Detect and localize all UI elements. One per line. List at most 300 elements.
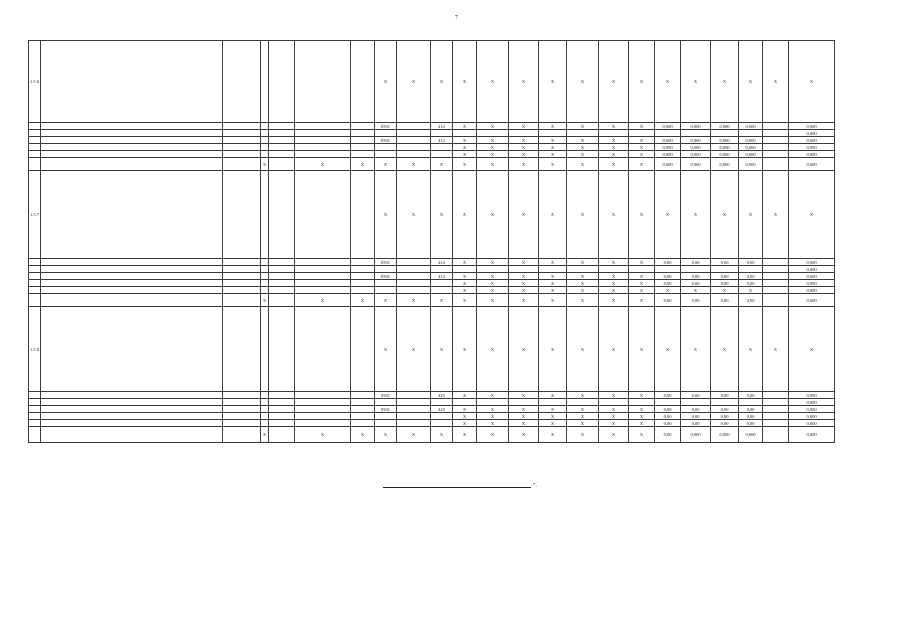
- table-cell: X: [681, 41, 711, 123]
- table-cell: 0,000: [789, 123, 835, 130]
- table-cell: [41, 406, 223, 413]
- table-cell: [431, 413, 453, 420]
- table-cell: 0,000: [789, 392, 835, 399]
- table-cell: X: [567, 427, 599, 443]
- table-cell: 0,000: [681, 137, 711, 144]
- table-cell: X: [539, 420, 567, 427]
- table-cell: [29, 151, 41, 158]
- table-cell: [269, 123, 295, 130]
- table-cell: X: [567, 392, 599, 399]
- table-cell: 0,000: [789, 144, 835, 151]
- table-cell: [261, 420, 269, 427]
- page-number: 7: [455, 15, 458, 21]
- table-row-measure: [29, 307, 835, 392]
- table-cell: X: [739, 307, 763, 392]
- table-cell: 0,000: [789, 266, 835, 273]
- table-cell: X: [599, 294, 629, 307]
- table-cell: 0,00: [681, 294, 711, 307]
- table-cell: [599, 399, 629, 406]
- table-cell: [29, 259, 41, 266]
- table-cell: [261, 266, 269, 273]
- table-cell: [29, 137, 41, 144]
- table-cell: [269, 266, 295, 273]
- table-cell: X: [453, 392, 477, 399]
- table-cell: X: [539, 41, 567, 123]
- table-cell: X: [539, 137, 567, 144]
- table-cell: X: [453, 158, 477, 171]
- table-cell: [29, 273, 41, 280]
- table-cell: [351, 413, 375, 420]
- table-cell: X: [599, 41, 629, 123]
- table-cell: [223, 123, 261, 130]
- table-cell: [397, 399, 431, 406]
- table-cell: 0,00: [655, 280, 681, 287]
- table-cell: [763, 259, 789, 266]
- table-cell: X: [477, 287, 509, 294]
- table-cell: [223, 420, 261, 427]
- table-cell: [351, 406, 375, 413]
- table-cell: 414: [431, 259, 453, 266]
- table-cell: [351, 123, 375, 130]
- table-cell: [375, 413, 397, 420]
- table-cell: [295, 392, 351, 399]
- table-cell: 0,00: [681, 413, 711, 420]
- table-cell: X: [681, 307, 711, 392]
- table-cell: 0,00: [711, 259, 739, 266]
- table-cell: [41, 392, 223, 399]
- table-cell: X: [453, 273, 477, 280]
- table-cell: X: [739, 287, 763, 294]
- table-cell: X: [539, 171, 567, 259]
- table-cell: 0,00: [655, 294, 681, 307]
- table-cell: 412: [431, 137, 453, 144]
- table-cell: X: [599, 171, 629, 259]
- table-cell: [431, 151, 453, 158]
- table-cell: X: [431, 158, 453, 171]
- table-cell: [41, 171, 223, 259]
- table-cell: [29, 144, 41, 151]
- table-cell: X: [599, 413, 629, 420]
- table-cell: [269, 406, 295, 413]
- table-cell: [375, 420, 397, 427]
- table-cell: [509, 266, 539, 273]
- table-cell: X: [477, 137, 509, 144]
- table-cell: [295, 266, 351, 273]
- table-cell: 0,000: [739, 151, 763, 158]
- table-cell: [261, 259, 269, 266]
- table-cell: 0501: [375, 137, 397, 144]
- table-cell: X: [789, 171, 835, 259]
- table-cell: 0,000: [739, 137, 763, 144]
- table-cell: X: [599, 420, 629, 427]
- table-cell: X: [567, 158, 599, 171]
- table-cell: X: [539, 280, 567, 287]
- table-cell: 0501: [375, 259, 397, 266]
- table-cell: X: [261, 427, 269, 443]
- table-cell: X: [711, 171, 739, 259]
- table-cell: [351, 287, 375, 294]
- table-cell: 0,00: [655, 392, 681, 399]
- table-cell: [397, 137, 431, 144]
- table-cell: [261, 413, 269, 420]
- table-cell: [41, 151, 223, 158]
- table-cell: X: [295, 427, 351, 443]
- table-cell: [41, 307, 223, 392]
- table-cell: X: [629, 427, 655, 443]
- table-cell: [269, 273, 295, 280]
- table-cell: [261, 144, 269, 151]
- table-cell: X: [539, 287, 567, 294]
- table-cell: [351, 307, 375, 392]
- table-cell: 1.5.6: [29, 41, 41, 123]
- table-cell: [375, 144, 397, 151]
- table-cell: [295, 307, 351, 392]
- table-cell: X: [567, 151, 599, 158]
- table-cell: [269, 137, 295, 144]
- table-cell: X: [539, 273, 567, 280]
- table-cell: X: [599, 287, 629, 294]
- table-cell: X: [599, 406, 629, 413]
- table-cell: X: [567, 144, 599, 151]
- table-cell: [269, 307, 295, 392]
- table-cell: X: [539, 259, 567, 266]
- table-cell: [41, 413, 223, 420]
- table-cell: [763, 158, 789, 171]
- table-cell: [763, 151, 789, 158]
- table-cell: [223, 151, 261, 158]
- table-cell: [351, 280, 375, 287]
- table-cell: [29, 123, 41, 130]
- table-cell: X: [629, 287, 655, 294]
- table-cell: [29, 420, 41, 427]
- table-cell: [397, 144, 431, 151]
- table-cell: X: [351, 294, 375, 307]
- table-cell: X: [509, 287, 539, 294]
- table-cell: [397, 420, 431, 427]
- table-cell: [739, 266, 763, 273]
- table-cell: X: [629, 158, 655, 171]
- table-cell: [351, 266, 375, 273]
- table-cell: [509, 130, 539, 137]
- table-row-measure: [29, 41, 835, 123]
- table-cell: 0,00: [739, 406, 763, 413]
- table-cell: [41, 137, 223, 144]
- table-cell: X: [629, 280, 655, 287]
- table-cell: 0,000: [789, 413, 835, 420]
- table-cell: [41, 294, 223, 307]
- table-cell: [629, 130, 655, 137]
- table-cell: X: [711, 287, 739, 294]
- table-cell: X: [711, 307, 739, 392]
- table-cell: X: [509, 294, 539, 307]
- table-cell: [223, 427, 261, 443]
- table-cell: 0,000: [655, 144, 681, 151]
- table-cell: X: [629, 137, 655, 144]
- table-cell: [223, 294, 261, 307]
- table-cell: [29, 266, 41, 273]
- table-cell: [351, 259, 375, 266]
- table-cell: X: [681, 171, 711, 259]
- table-cell: X: [477, 392, 509, 399]
- table-cell: [763, 273, 789, 280]
- table-cell: 0,000: [789, 399, 835, 406]
- table-cell: [295, 413, 351, 420]
- table-cell: 0,00: [655, 427, 681, 443]
- table-cell: X: [629, 420, 655, 427]
- table-cell: [295, 41, 351, 123]
- table-cell: X: [629, 406, 655, 413]
- table-cell: X: [567, 41, 599, 123]
- table-cell: [29, 287, 41, 294]
- table-cell: X: [739, 41, 763, 123]
- table-cell: [629, 266, 655, 273]
- table-cell: X: [599, 259, 629, 266]
- table-cell: [397, 392, 431, 399]
- table-cell: X: [509, 259, 539, 266]
- table-cell: [351, 144, 375, 151]
- table-cell: X: [453, 294, 477, 307]
- table-cell: [41, 427, 223, 443]
- table-cell: X: [509, 413, 539, 420]
- table-cell: 0,00: [681, 273, 711, 280]
- table-cell: 0501: [375, 123, 397, 130]
- table-cell: [223, 171, 261, 259]
- table-cell: X: [629, 392, 655, 399]
- table-cell: 0,00: [711, 413, 739, 420]
- table-cell: X: [351, 427, 375, 443]
- table-cell: X: [567, 294, 599, 307]
- table-cell: X: [261, 294, 269, 307]
- table-cell: 0501: [375, 273, 397, 280]
- table-cell: [567, 266, 599, 273]
- table-cell: [763, 392, 789, 399]
- table-cell: 0,00: [739, 273, 763, 280]
- table-cell: [295, 123, 351, 130]
- table-cell: [223, 307, 261, 392]
- table-cell: [295, 144, 351, 151]
- table-cell: [431, 266, 453, 273]
- table-cell: X: [509, 406, 539, 413]
- table-cell: [375, 280, 397, 287]
- closing-line: [383, 487, 531, 488]
- table-cell: [223, 158, 261, 171]
- table-cell: X: [599, 392, 629, 399]
- table-cell: [397, 151, 431, 158]
- table-cell: X: [655, 41, 681, 123]
- table-cell: 0,00: [681, 420, 711, 427]
- table-cell: X: [711, 41, 739, 123]
- table-cell: [711, 130, 739, 137]
- table-cell: X: [629, 307, 655, 392]
- table-cell: X: [453, 427, 477, 443]
- table-cell: [295, 259, 351, 266]
- table-cell: 0,00: [655, 406, 681, 413]
- table-cell: [763, 280, 789, 287]
- table-cell: [295, 287, 351, 294]
- table-cell: X: [629, 41, 655, 123]
- table-cell: X: [477, 273, 509, 280]
- table-cell: X: [477, 171, 509, 259]
- table-cell: X: [599, 123, 629, 130]
- table-cell: X: [509, 144, 539, 151]
- table-cell: X: [599, 307, 629, 392]
- table-cell: X: [453, 259, 477, 266]
- table-cell: 412: [431, 123, 453, 130]
- table-row-sub: [29, 287, 835, 294]
- table-cell: 414: [431, 273, 453, 280]
- table-cell: [655, 130, 681, 137]
- table-cell: X: [599, 144, 629, 151]
- table-cell: 0,000: [739, 427, 763, 443]
- table-cell: X: [567, 137, 599, 144]
- table-cell: 0,00: [655, 273, 681, 280]
- table-cell: 0,000: [681, 427, 711, 443]
- table-cell: 0,000: [789, 294, 835, 307]
- table-cell: [431, 399, 453, 406]
- table-cell: [599, 266, 629, 273]
- table-cell: [509, 399, 539, 406]
- table-cell: [29, 427, 41, 443]
- table-cell: 0,000: [789, 406, 835, 413]
- table-cell: [629, 399, 655, 406]
- table-cell: 0,000: [681, 144, 711, 151]
- table-cell: [29, 280, 41, 287]
- table-cell: [351, 420, 375, 427]
- table-cell: [539, 399, 567, 406]
- table-cell: X: [509, 41, 539, 123]
- table-cell: X: [599, 280, 629, 287]
- table-cell: [397, 130, 431, 137]
- table-cell: [295, 137, 351, 144]
- table-row-sub: [29, 273, 835, 280]
- table-cell: [295, 273, 351, 280]
- table-cell: [261, 137, 269, 144]
- table-cell: X: [539, 413, 567, 420]
- table-cell: X: [351, 158, 375, 171]
- table-cell: [711, 266, 739, 273]
- table-cell: [397, 280, 431, 287]
- table-row-sub: [29, 280, 835, 287]
- table-cell: [763, 406, 789, 413]
- table-cell: X: [509, 273, 539, 280]
- table-cell: 0,00: [711, 406, 739, 413]
- table-cell: [655, 399, 681, 406]
- table-cell: X: [655, 287, 681, 294]
- table-cell: 0,000: [789, 151, 835, 158]
- table-cell: [223, 399, 261, 406]
- table-row-indicator: [29, 294, 835, 307]
- table-cell: 0,000: [739, 144, 763, 151]
- table-cell: X: [599, 427, 629, 443]
- table-cell: [41, 287, 223, 294]
- table-cell: [539, 266, 567, 273]
- table-cell: [41, 280, 223, 287]
- table-cell: X: [599, 273, 629, 280]
- table-cell: [763, 130, 789, 137]
- table-cell: X: [375, 294, 397, 307]
- table-cell: 0,00: [655, 413, 681, 420]
- table-cell: [269, 420, 295, 427]
- table-cell: [763, 287, 789, 294]
- table-cell: 0,00: [681, 406, 711, 413]
- table-cell: [351, 171, 375, 259]
- table-row-sub: [29, 392, 835, 399]
- table-cell: X: [509, 158, 539, 171]
- table-cell: [431, 287, 453, 294]
- table-cell: X: [629, 273, 655, 280]
- table-cell: X: [567, 259, 599, 266]
- table-cell: X: [477, 41, 509, 123]
- table-cell: [763, 123, 789, 130]
- table-row-sub: [29, 259, 835, 266]
- table-cell: X: [453, 151, 477, 158]
- table-cell: [739, 399, 763, 406]
- table-cell: [431, 280, 453, 287]
- table-cell: 0,000: [681, 158, 711, 171]
- table-cell: [295, 151, 351, 158]
- table-cell: X: [397, 171, 431, 259]
- table-cell: [375, 266, 397, 273]
- table-cell: [397, 266, 431, 273]
- table-cell: 0,000: [789, 259, 835, 266]
- table-cell: 0,00: [711, 420, 739, 427]
- table-cell: X: [539, 123, 567, 130]
- table-cell: [41, 259, 223, 266]
- table-cell: X: [397, 294, 431, 307]
- table-row-sub: [29, 413, 835, 420]
- table-cell: X: [655, 171, 681, 259]
- table-cell: X: [453, 137, 477, 144]
- table-cell: 0501: [375, 406, 397, 413]
- table-cell: [567, 399, 599, 406]
- table-cell: X: [509, 420, 539, 427]
- table-cell: 0,00: [711, 280, 739, 287]
- table-cell: [29, 406, 41, 413]
- table-cell: 0,000: [789, 273, 835, 280]
- table-cell: X: [763, 41, 789, 123]
- table-cell: [351, 137, 375, 144]
- table-cell: [453, 399, 477, 406]
- table-cell: X: [567, 280, 599, 287]
- table-cell: X: [453, 307, 477, 392]
- table-cell: X: [539, 151, 567, 158]
- table-cell: X: [431, 307, 453, 392]
- table-row-sub: [29, 151, 835, 158]
- table-cell: X: [509, 151, 539, 158]
- table-cell: X: [539, 392, 567, 399]
- table-cell: X: [539, 144, 567, 151]
- table-cell: X: [567, 273, 599, 280]
- table-cell: X: [539, 294, 567, 307]
- table-cell: [269, 413, 295, 420]
- table-cell: [351, 392, 375, 399]
- table-cell: X: [509, 171, 539, 259]
- table-cell: [41, 158, 223, 171]
- table-cell: X: [567, 287, 599, 294]
- table-cell: X: [629, 123, 655, 130]
- table-cell: 0,000: [655, 158, 681, 171]
- table-cell: [261, 280, 269, 287]
- table-cell: X: [453, 171, 477, 259]
- table-cell: 0,000: [739, 158, 763, 171]
- table-cell: 0,00: [681, 392, 711, 399]
- table-cell: [223, 41, 261, 123]
- table-cell: 425: [431, 406, 453, 413]
- table-cell: 0,00: [739, 392, 763, 399]
- table-cell: 0,00: [739, 294, 763, 307]
- table-cell: [763, 399, 789, 406]
- table-cell: 0,000: [655, 123, 681, 130]
